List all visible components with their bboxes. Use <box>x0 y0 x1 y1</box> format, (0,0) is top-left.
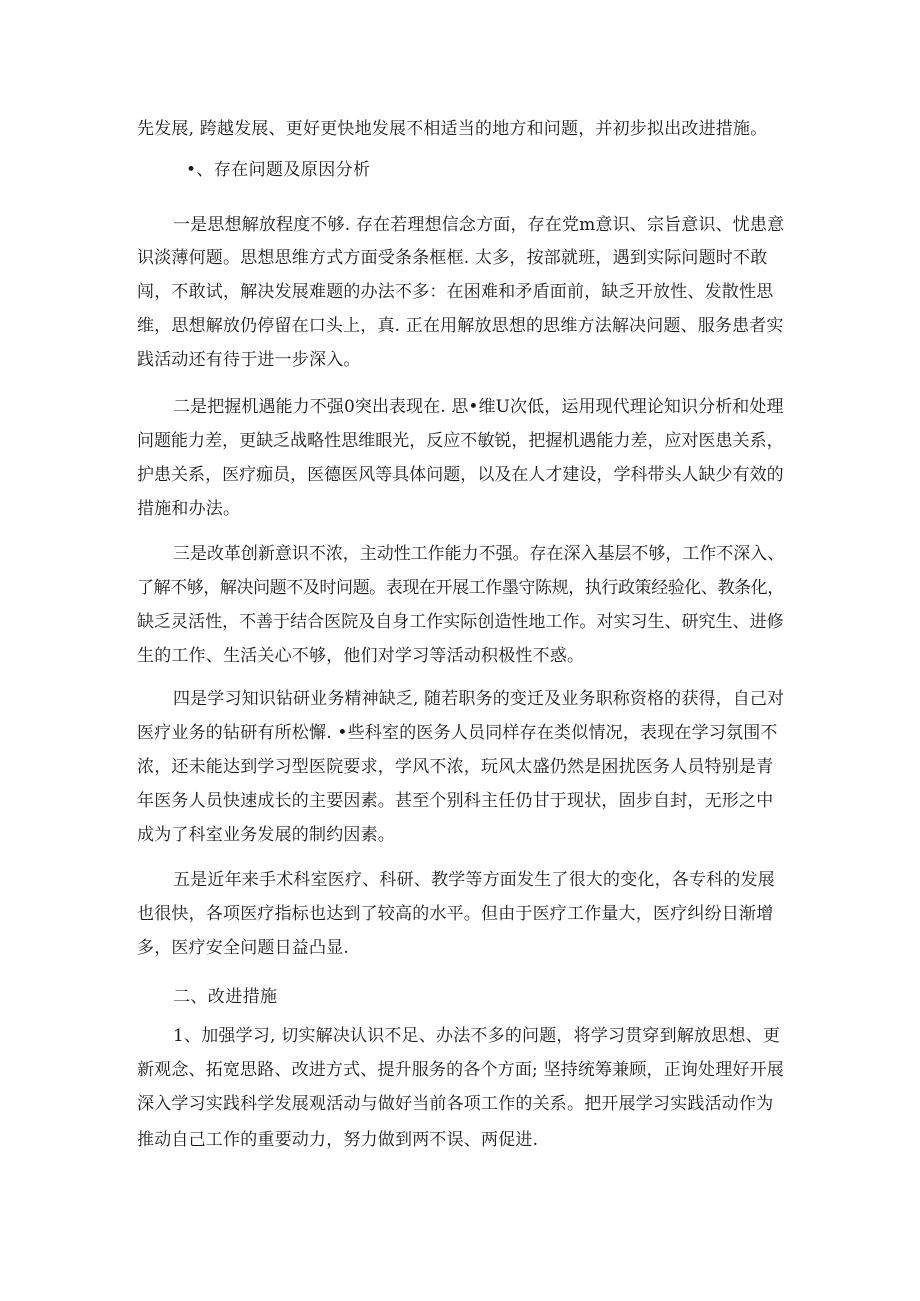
paragraph-line: 践活动还有待于进一步深入。 <box>137 350 361 370</box>
paragraph-line: 四是学习知识钻研业务精神缺乏, 随若职务的变迁及业务职称资格的获得，自己对 <box>173 689 785 709</box>
paragraph-line: 新观念、拓宽思路、改进方式、提升服务的各个方面; 坚持统筹兼顾，正询处理好开展 <box>137 1060 784 1080</box>
paragraph-line: 生的工作、生活关心不够，他们对学习等活动积极性不惑。 <box>137 646 585 666</box>
section-heading-problems: •、存在问题及原因分析 <box>186 160 371 180</box>
paragraph-line: 深入学习实践科学发展观活动与做好当前各项工作的关系。把开展学习实践活动作为 <box>137 1094 774 1114</box>
paragraph-line: 也很快，各项医疗指标也达到了较高的水平。但由于医疗工作量大，医疗纠纷日渐增 <box>137 904 774 924</box>
paragraph-line: 识淡薄何题。思想思维方式方面受条条框框. 太多，按部就班，遇到实际问题时不敢 <box>137 248 768 268</box>
intro-line: 先发展, 跨越发展、更好更快地发展不相适当的地方和问题，并初步拟出改进措施。 <box>137 119 768 139</box>
paragraph-line: 成为了科室业务发展的制约因素。 <box>137 825 395 845</box>
paragraph-line: 了解不够，解决问题不及时问题。表现在开展工作墨守陈规，执行政策经验化、教条化， <box>137 578 784 598</box>
paragraph-line: 护患关系，医疗痂员，医德医风等具体问题，以及在人才建设，学科带头人缺少有效的 <box>137 465 784 485</box>
paragraph-line: 一是思想解放程度不够. 存在若理想信念方面，存在党m意识、宗旨意识、忧患意 <box>173 215 785 235</box>
paragraph-line: 维，思想解放仍停留在口头上，真. 正在用解放思想的思维方法解决问题、服务患者实 <box>137 316 784 336</box>
paragraph-line: 三是改革创新意识不浓，主动性工作能力不强。存在深入基层不够，工作不深入、 <box>173 544 785 564</box>
paragraph-line: 浓，还未能达到学习型医院要求，学风不浓，玩风太盛仍然是困扰医务人员特别是青 <box>137 757 774 777</box>
paragraph-line: 措施和办法。 <box>137 499 241 519</box>
paragraph-line: 医疗业务的钻研有所松懈. •些科室的医务人员同样存在类似情况，表现在学习氛围不 <box>137 723 778 743</box>
paragraph-line: 缺乏灵活性，不善于结合医院及自身工作实际创造性地工作。对实习生、研究生、进修 <box>137 612 784 632</box>
paragraph-line: 二是把握机遇能力不强0突出表现在. 思•维U次低，运用现代理论知识分析和处理 <box>173 397 784 417</box>
paragraph-line: 推动自己工作的重要动力，努力做到两不误、两促进. <box>137 1130 539 1150</box>
paragraph-line: 闯，不敢试，解决发展难题的办法不多：在困难和矛盾面前，缺乏开放性、发散性思 <box>137 282 774 302</box>
paragraph-line: 1、加强学习, 切实解决认识不足、办法不多的问题，将学习贯穿到解放思想、更 <box>173 1026 781 1046</box>
paragraph-line: 多，医疗安全问题日益凸显. <box>137 938 350 958</box>
paragraph-line: 五是近年来手术科室医疗、科研、教学等方面发生了很大的变化，各专科的发展 <box>173 870 775 890</box>
section-heading-measures: 二、改进措施 <box>173 987 278 1007</box>
paragraph-line: 问题能力差，更缺乏战略性思维眼光，反应不敏锐，把握机遇能力差，应对医患关系， <box>137 431 784 451</box>
paragraph-line: 年医务人员快速成长的主要因素。甚至个别科主任仍甘于现状，固步自封，无形之中 <box>137 791 774 811</box>
